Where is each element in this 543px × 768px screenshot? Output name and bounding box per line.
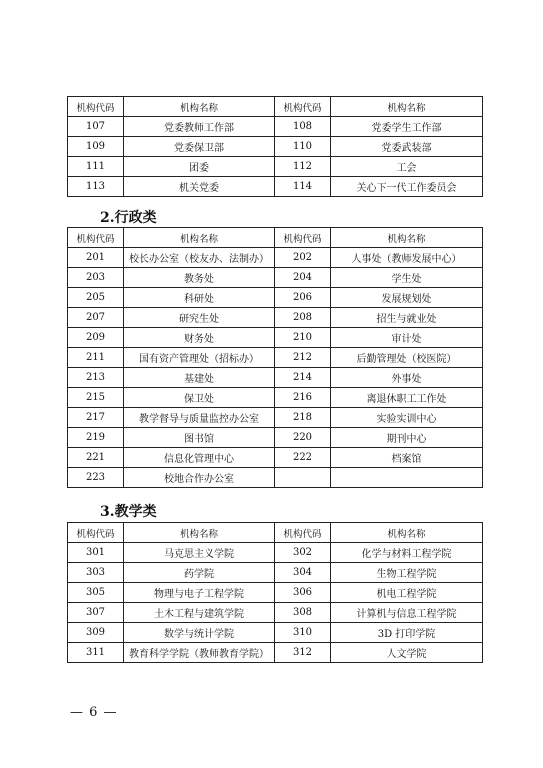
org-code-cell: 202 (275, 248, 331, 268)
party-org-table (67, 96, 483, 197)
org-name-cell: 离退休职工工作处 (331, 388, 483, 408)
org-code-cell: 217 (68, 408, 124, 428)
org-code-cell: 308 (275, 603, 331, 623)
org-name-cell: 保卫处 (124, 388, 275, 408)
org-name-cell: 药学院 (124, 563, 275, 583)
org-code-cell: 221 (68, 448, 124, 468)
header-name: 机构名称 (124, 97, 275, 117)
org-name-cell: 教育科学学院（教师教育学院） (124, 643, 275, 663)
header-code: 机构代码 (275, 228, 331, 248)
org-code-cell: 303 (68, 563, 124, 583)
header-code: 机构代码 (275, 523, 331, 543)
table-header-row (68, 97, 483, 117)
table-row (68, 563, 483, 583)
org-name-cell: 机电工程学院 (331, 583, 483, 603)
table-row (68, 388, 483, 408)
org-name-cell: 学生处 (331, 268, 483, 288)
org-name-cell: 实验实训中心 (331, 408, 483, 428)
org-name-cell: 财务处 (124, 328, 275, 348)
table-row (68, 328, 483, 348)
org-name-cell: 国有资产管理处（招标办） (124, 348, 275, 368)
org-code-cell: 312 (275, 643, 331, 663)
org-name-cell: 关心下一代工作委员会 (331, 177, 483, 197)
org-code-cell: 215 (68, 388, 124, 408)
org-name-cell: 审计处 (331, 328, 483, 348)
org-code-cell: 201 (68, 248, 124, 268)
org-name-cell: 科研处 (124, 288, 275, 308)
table-row (68, 603, 483, 623)
org-code-cell: 109 (68, 137, 124, 157)
table-row (68, 368, 483, 388)
table-header-row (68, 523, 483, 543)
page-number: — 6 — (70, 705, 118, 720)
org-name-cell: 工会 (331, 157, 483, 177)
org-name-cell: 党委保卫部 (124, 137, 275, 157)
org-name-cell: 校长办公室（校友办、法制办） (124, 248, 275, 268)
org-code-cell: 108 (275, 117, 331, 137)
org-code-cell: 207 (68, 308, 124, 328)
table-row (68, 468, 483, 488)
org-code-cell: 111 (68, 157, 124, 177)
table-row (68, 288, 483, 308)
org-code-cell: 301 (68, 543, 124, 563)
org-code-cell: 311 (68, 643, 124, 663)
table-row (68, 583, 483, 603)
org-code-cell: 218 (275, 408, 331, 428)
table-row (68, 308, 483, 328)
org-name-cell: 外事处 (331, 368, 483, 388)
org-name-cell: 党委教师工作部 (124, 117, 275, 137)
org-code-cell: 212 (275, 348, 331, 368)
org-name-cell: 人文学院 (331, 643, 483, 663)
table-row (68, 248, 483, 268)
org-code-cell: 214 (275, 368, 331, 388)
org-code-cell: 209 (68, 328, 124, 348)
table-row (68, 623, 483, 643)
org-code-cell: 305 (68, 583, 124, 603)
org-name-cell: 人事处（教师发展中心） (331, 248, 483, 268)
table-header-row (68, 228, 483, 248)
org-code-cell: 203 (68, 268, 124, 288)
org-code-cell: 204 (275, 268, 331, 288)
teaching-org-table (67, 522, 483, 663)
table-row (68, 543, 483, 563)
org-name-cell: 招生与就业处 (331, 308, 483, 328)
org-name-cell: 图书馆 (124, 428, 275, 448)
org-code-cell: 222 (275, 448, 331, 468)
org-name-cell: 生物工程学院 (331, 563, 483, 583)
table-row (68, 348, 483, 368)
table-row (68, 137, 483, 157)
org-code-cell: 223 (68, 468, 124, 488)
org-name-cell: 校地合作办公室 (124, 468, 275, 488)
org-name-cell: 计算机与信息工程学院 (331, 603, 483, 623)
table-row (68, 177, 483, 197)
org-code-cell: 307 (68, 603, 124, 623)
org-code-cell: 220 (275, 428, 331, 448)
org-name-cell: 物理与电子工程学院 (124, 583, 275, 603)
org-code-cell: 210 (275, 328, 331, 348)
org-name-cell: 档案馆 (331, 448, 483, 468)
org-name-cell: 信息化管理中心 (124, 448, 275, 468)
table-row (68, 448, 483, 468)
table-row (68, 268, 483, 288)
org-name-cell: 团委 (124, 157, 275, 177)
org-name-cell: 3D 打印学院 (331, 623, 483, 643)
org-code-cell: 211 (68, 348, 124, 368)
org-code-cell (275, 468, 331, 488)
table-row (68, 117, 483, 137)
org-name-cell: 马克思主义学院 (124, 543, 275, 563)
org-name-cell: 后勤管理处（校医院） (331, 348, 483, 368)
table-row (68, 428, 483, 448)
section-title-administrative: 2.行政类 (100, 210, 157, 226)
header-name: 机构名称 (124, 228, 275, 248)
org-code-cell: 302 (275, 543, 331, 563)
header-name: 机构名称 (331, 228, 483, 248)
table-row (68, 157, 483, 177)
org-code-cell: 309 (68, 623, 124, 643)
org-code-cell: 208 (275, 308, 331, 328)
org-name-cell: 党委学生工作部 (331, 117, 483, 137)
org-name-cell: 土木工程与建筑学院 (124, 603, 275, 623)
org-code-cell: 206 (275, 288, 331, 308)
org-name-cell (331, 468, 483, 488)
header-code: 机构代码 (68, 97, 124, 117)
org-code-cell: 219 (68, 428, 124, 448)
org-name-cell: 教学督导与质量监控办公室 (124, 408, 275, 428)
header-code: 机构代码 (275, 97, 331, 117)
org-code-cell: 114 (275, 177, 331, 197)
org-name-cell: 研究生处 (124, 308, 275, 328)
header-name: 机构名称 (331, 97, 483, 117)
org-code-cell: 216 (275, 388, 331, 408)
org-name-cell: 教务处 (124, 268, 275, 288)
org-code-cell: 304 (275, 563, 331, 583)
org-name-cell: 党委武装部 (331, 137, 483, 157)
header-name: 机构名称 (331, 523, 483, 543)
org-code-cell: 112 (275, 157, 331, 177)
org-name-cell: 发展规划处 (331, 288, 483, 308)
org-code-cell: 310 (275, 623, 331, 643)
org-name-cell: 期刊中心 (331, 428, 483, 448)
org-code-cell: 213 (68, 368, 124, 388)
header-code: 机构代码 (68, 523, 124, 543)
org-name-cell: 化学与材料工程学院 (331, 543, 483, 563)
header-name: 机构名称 (124, 523, 275, 543)
org-code-cell: 107 (68, 117, 124, 137)
org-name-cell: 基建处 (124, 368, 275, 388)
org-name-cell: 数学与统计学院 (124, 623, 275, 643)
header-code: 机构代码 (68, 228, 124, 248)
org-code-cell: 110 (275, 137, 331, 157)
org-name-cell: 机关党委 (124, 177, 275, 197)
org-code-cell: 205 (68, 288, 124, 308)
org-code-cell: 113 (68, 177, 124, 197)
administrative-org-table (67, 227, 483, 488)
table-row (68, 408, 483, 428)
section-title-teaching: 3.教学类 (100, 504, 157, 520)
org-code-cell: 306 (275, 583, 331, 603)
table-row (68, 643, 483, 663)
